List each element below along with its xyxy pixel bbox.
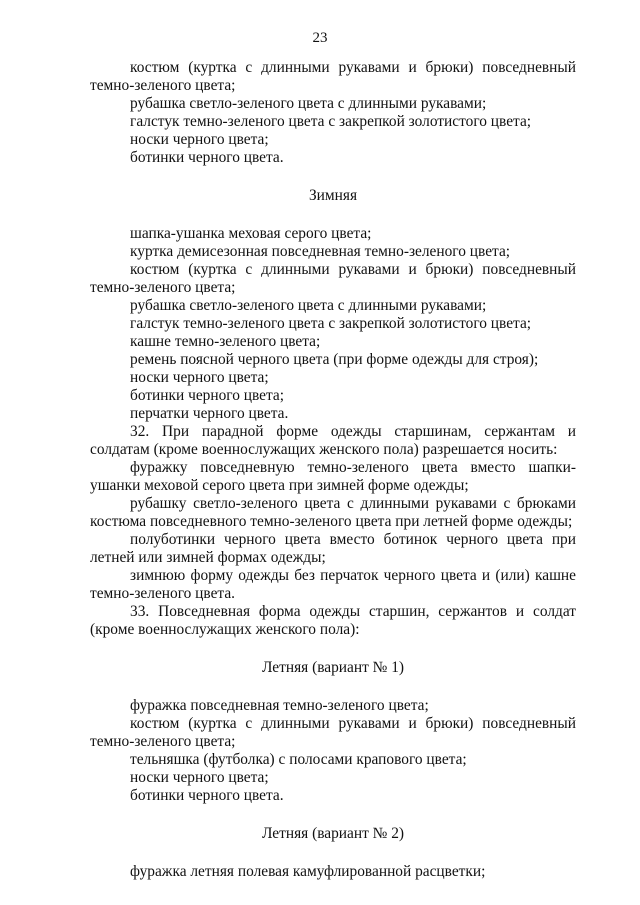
paragraph: костюм (куртка с длинными рукавами и брюки) повседневный темно-зеленого цвета; bbox=[90, 59, 576, 94]
paragraph: рубашку светло-зеленого цвета с длинными рукавами с брюками костюма повседневного темно-зеленого цвета при летней форме одежды; bbox=[90, 495, 576, 530]
paragraph: носки черного цвета; bbox=[130, 769, 269, 786]
paragraph: фуражка повседневная темно-зеленого цвета; bbox=[130, 697, 429, 714]
paragraph: носки черного цвета; bbox=[130, 131, 269, 148]
paragraph: костюм (куртка с длинными рукавами и брюки) повседневный темно-зеленого цвета; bbox=[90, 261, 576, 296]
paragraph: фуражку повседневную темно-зеленого цвета вместо шапки-ушанки меховой серого цвета при зимней форме одежды; bbox=[90, 459, 576, 494]
document-body bbox=[90, 59, 576, 881]
clause-33: 33. Повседневная форма одежды старшин, сержантов и солдат (кроме военнослужащих женского пола): bbox=[90, 603, 576, 638]
paragraph: костюм (куртка с длинными рукавами и брюки) повседневный темно-зеленого цвета; bbox=[90, 715, 576, 750]
paragraph: галстук темно-зеленого цвета с закрепкой золотистого цвета; bbox=[130, 315, 532, 332]
paragraph: ремень поясной черного цвета (при форме одежды для строя); bbox=[130, 351, 539, 368]
paragraph: шапка-ушанка меховая серого цвета; bbox=[130, 225, 372, 242]
paragraph: зимнюю форму одежды без перчаток черного цвета и (или) кашне темно-зеленого цвета. bbox=[90, 567, 576, 602]
paragraph: носки черного цвета; bbox=[130, 369, 269, 386]
paragraph: ботинки черного цвета; bbox=[130, 387, 285, 404]
paragraph: галстук темно-зеленого цвета с закрепкой золотистого цвета; bbox=[130, 113, 532, 130]
paragraph: кашне темно-зеленого цвета; bbox=[130, 333, 321, 350]
paragraph: перчатки черного цвета. bbox=[130, 405, 289, 422]
clause-32: 32. При парадной форме одежды старшинам, сержантам и солдатам (кроме военнослужащих женского пола) разрешается носить: bbox=[90, 423, 576, 458]
paragraph: рубашка светло-зеленого цвета с длинными рукавами; bbox=[130, 297, 487, 314]
paragraph: полуботинки черного цвета вместо ботинок черного цвета при летней или зимней формах одежды; bbox=[90, 531, 576, 566]
paragraph: тельняшка (футболка) с полосами крапового цвета; bbox=[130, 751, 467, 768]
paragraph: фуражка летняя полевая камуфлированной расцветки; bbox=[130, 863, 486, 880]
section-heading-winter: Зимняя bbox=[308, 187, 358, 204]
paragraph: рубашка светло-зеленого цвета с длинными рукавами; bbox=[130, 95, 487, 112]
paragraph: ботинки черного цвета. bbox=[130, 787, 284, 804]
page-number: 23 bbox=[312, 30, 328, 46]
paragraph: куртка демисезонная повседневная темно-зеленого цвета; bbox=[130, 243, 511, 260]
paragraph: ботинки черного цвета. bbox=[130, 149, 284, 166]
section-heading-summer-2: Летняя (вариант № 2) bbox=[261, 825, 405, 842]
section-heading-summer-1: Летняя (вариант № 1) bbox=[261, 659, 405, 676]
